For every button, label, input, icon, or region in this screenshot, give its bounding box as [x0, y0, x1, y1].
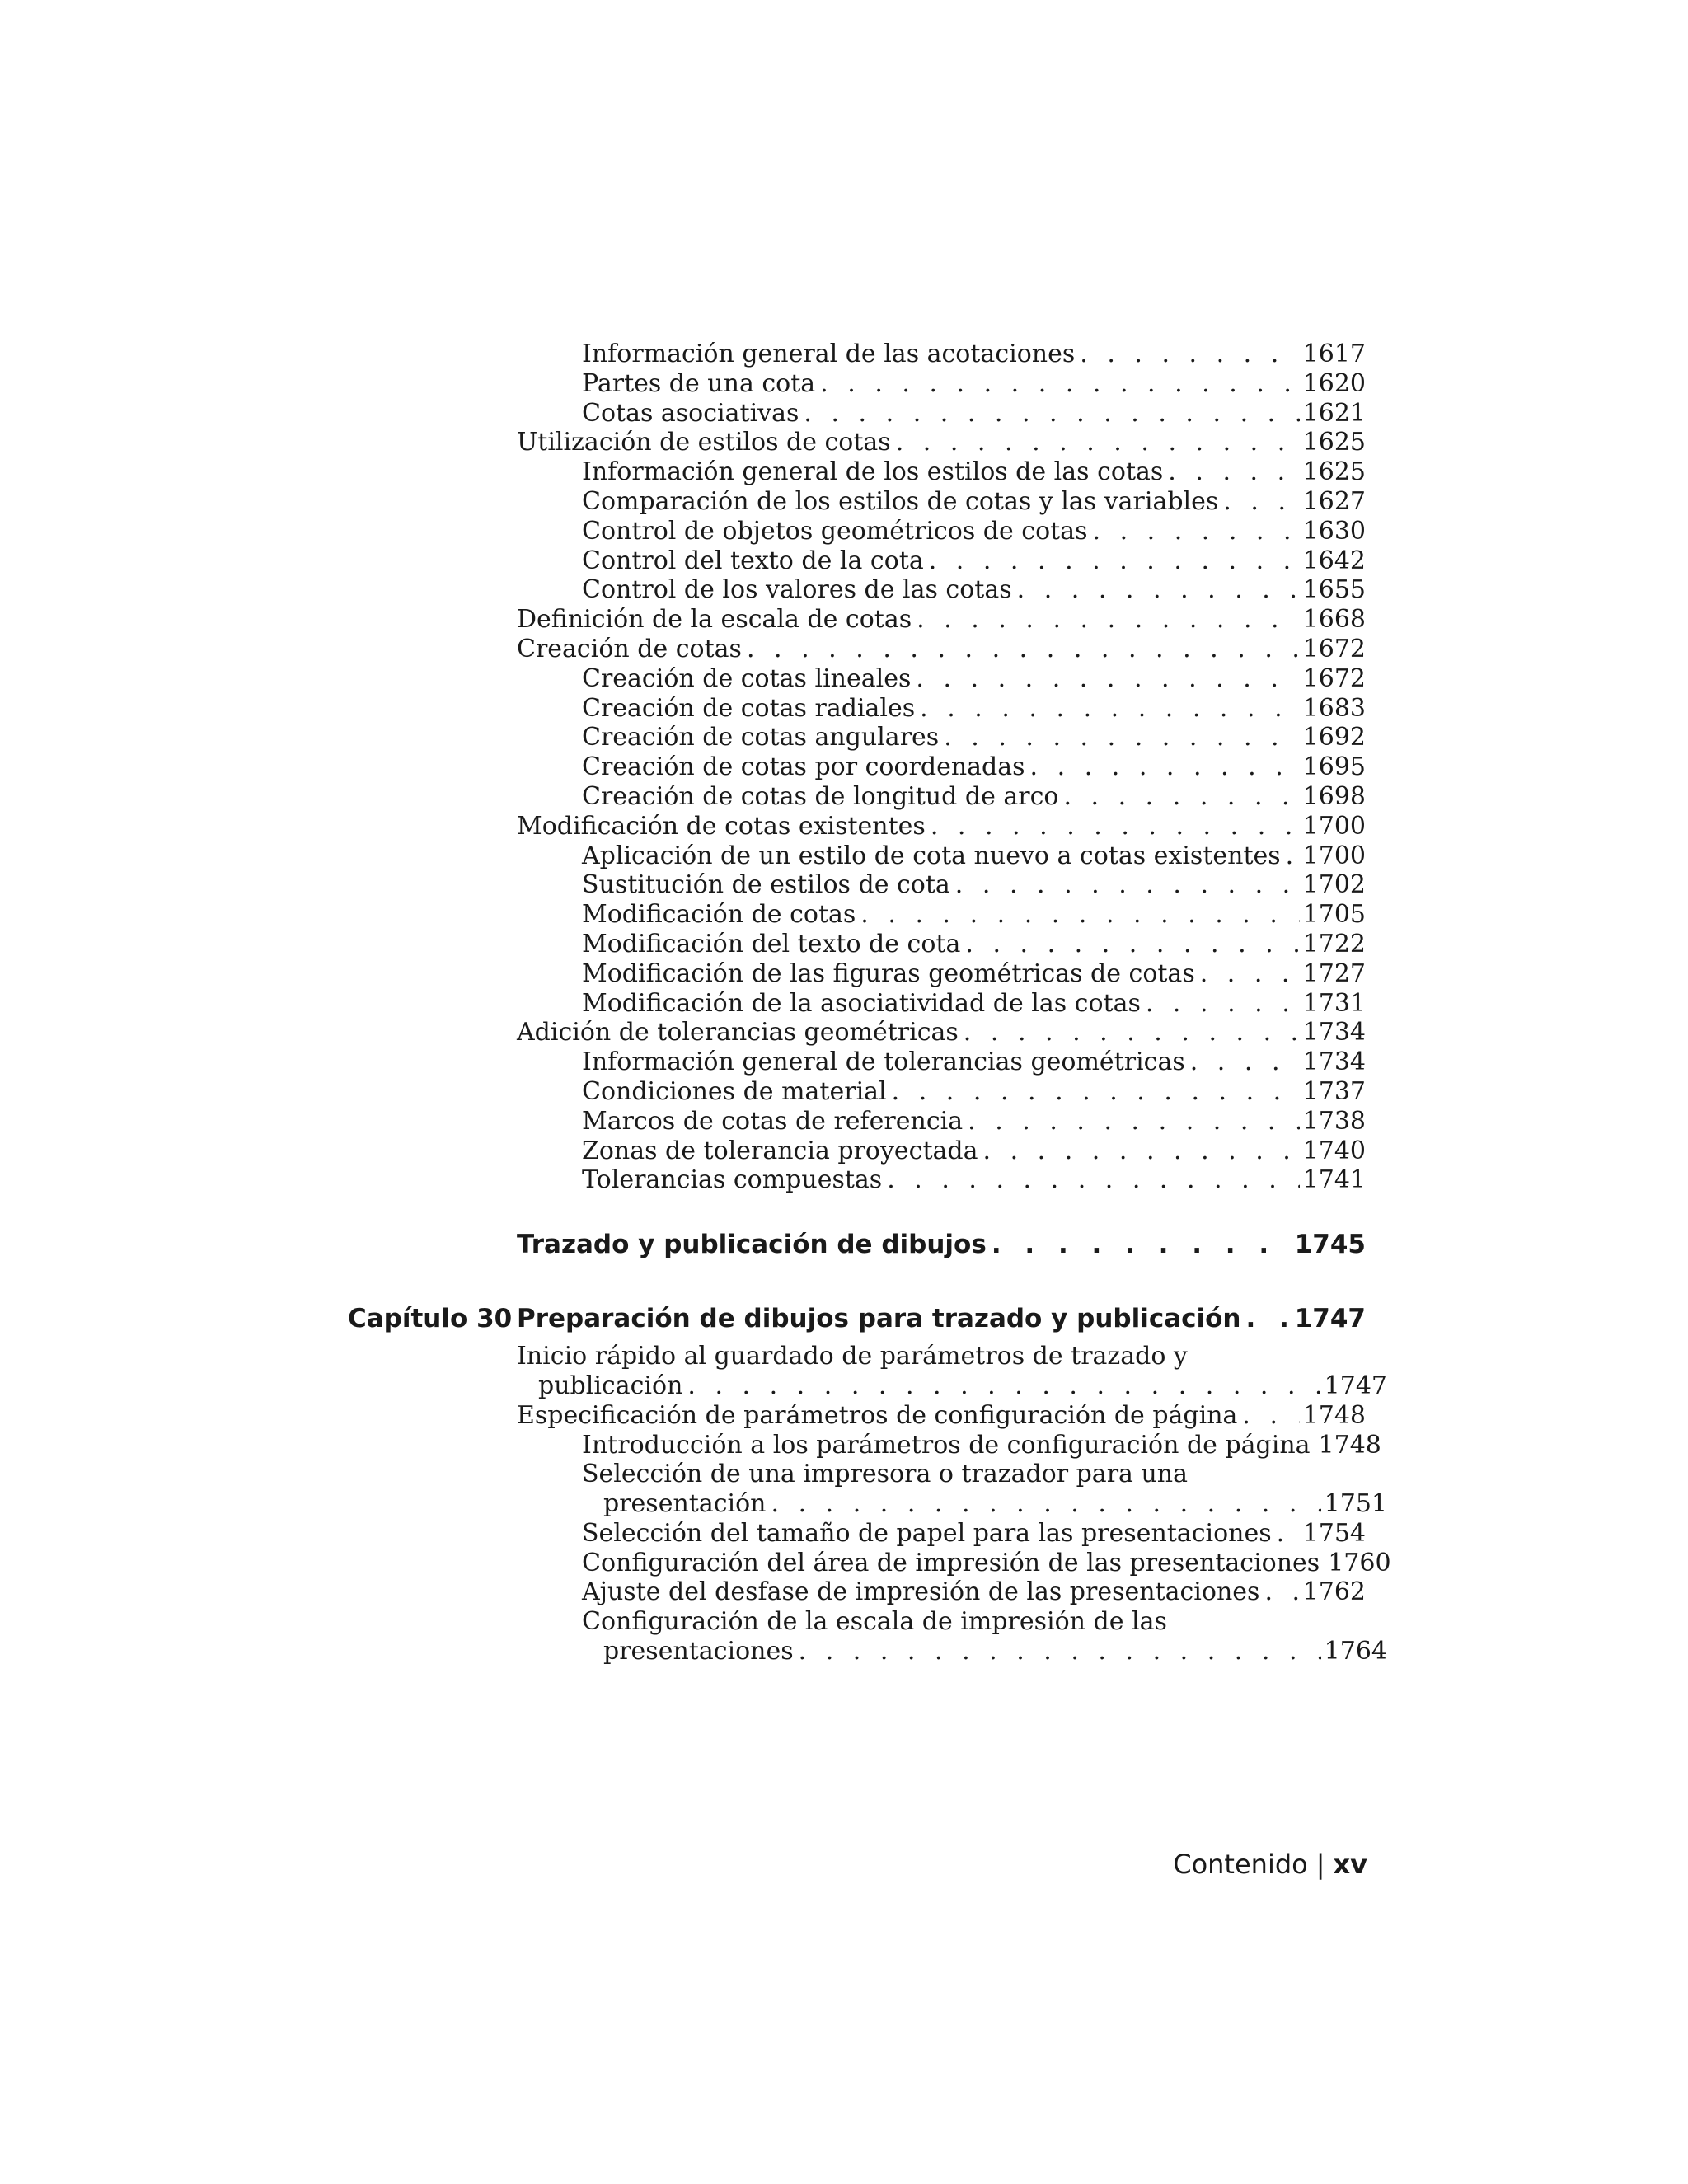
- dot-leader: [939, 723, 1299, 752]
- toc-entry-page-number: 1627: [1302, 486, 1366, 516]
- toc-entry[interactable]: [517, 1077, 1366, 1107]
- toc-entry[interactable]: [517, 812, 1366, 841]
- toc-entry-page-number: 1760: [1328, 1548, 1391, 1577]
- toc-entry-page-number: 1698: [1302, 781, 1366, 811]
- dot-leader: [1195, 959, 1300, 989]
- toc-entry-title: Creación de cotas: [517, 634, 742, 663]
- dot-leader: [767, 1489, 1321, 1519]
- toc-entry[interactable]: [517, 1018, 1366, 1047]
- toc-entry-title: Modificación de las figuras geométricas de cotas: [582, 958, 1195, 988]
- toc-entry-title: Marcos de cotas de referencia: [582, 1106, 964, 1136]
- chapter-title: Preparación de dibujos para trazado y publicación: [517, 1304, 1241, 1334]
- toc-entry-title: Modificación de cotas existentes: [517, 811, 926, 841]
- toc-entry[interactable]: [517, 1607, 1387, 1666]
- toc-entry-page-number: 1672: [1302, 663, 1366, 693]
- toc-entry-title: Información general de tolerancias geométricas: [582, 1047, 1185, 1077]
- toc-entry-page-number: 1741: [1302, 1165, 1366, 1195]
- toc-entry-title: Utilización de estilos de cotas: [517, 428, 891, 457]
- chapter-heading[interactable]: [348, 1302, 1366, 1335]
- toc-entry-page-number: 1695: [1302, 752, 1366, 782]
- toc-entry-page-number: 1621: [1302, 398, 1366, 428]
- toc-entry-page-number: 1705: [1302, 900, 1366, 930]
- toc-entry-title: Inicio rápido al guardado de parámetros de trazado y: [517, 1342, 1188, 1371]
- toc-entry-title: Control de objetos geométricos de cotas: [582, 516, 1088, 546]
- table-of-contents: [348, 340, 1391, 1666]
- toc-entry-page-number: 1764: [1324, 1637, 1387, 1666]
- toc-entry-page-number: 1754: [1302, 1518, 1366, 1548]
- toc-entry-title: Creación de cotas lineales: [582, 663, 912, 693]
- toc-entry[interactable]: [517, 1047, 1366, 1077]
- toc-entry-title: Modificación de cotas: [582, 900, 856, 930]
- toc-entry-page-number: 1731: [1302, 988, 1366, 1018]
- dot-leader: [799, 399, 1299, 429]
- toc-entry-page-number: 1700: [1302, 841, 1366, 870]
- toc-entry[interactable]: [517, 369, 1366, 399]
- toc-entry-title: Modificación del texto de cota: [582, 929, 961, 958]
- toc-entry[interactable]: [517, 723, 1366, 752]
- toc-entry-title-cont: publicación: [538, 1371, 683, 1400]
- dot-leader: [926, 812, 1300, 841]
- toc-entry-title: Introducción a los parámetros de configuración de página: [582, 1430, 1311, 1460]
- dot-leader: [911, 664, 1299, 694]
- toc-entry-title: Adición de tolerancias geométricas: [517, 1018, 959, 1047]
- toc-entry[interactable]: [517, 900, 1366, 930]
- dot-leader: [912, 605, 1300, 635]
- dot-leader: [1320, 1549, 1325, 1578]
- toc-entry-title: Configuración de la escala de impresión de las: [582, 1607, 1167, 1637]
- chapter-label: Capítulo 30: [348, 1304, 513, 1334]
- dot-leader: [856, 900, 1299, 930]
- toc-entry-page-number: 1617: [1302, 340, 1366, 368]
- toc-entry[interactable]: [517, 546, 1366, 576]
- toc-entry-title: Información general de las acotaciones: [582, 340, 1076, 368]
- toc-entry[interactable]: [517, 605, 1366, 635]
- toc-entry-page-number: 1625: [1302, 457, 1366, 487]
- toc-entry[interactable]: [517, 959, 1366, 989]
- toc-entry-page-number: 1734: [1302, 1018, 1366, 1047]
- toc-entry-title: Aplicación de un estilo de cota nuevo a cotas existentes: [582, 841, 1281, 870]
- toc-entry-title: Ajuste del desfase de impresión de las presentaciones: [582, 1577, 1260, 1607]
- toc-entry[interactable]: [517, 782, 1366, 812]
- dot-leader: [987, 1228, 1292, 1261]
- toc-entry-title: Selección del tamaño de papel para las presentaciones: [582, 1518, 1272, 1548]
- dot-leader: [1075, 340, 1299, 369]
- toc-entry-page-number: 1683: [1302, 693, 1366, 723]
- toc-entry[interactable]: [517, 1519, 1366, 1549]
- part-heading[interactable]: [517, 1228, 1366, 1261]
- toc-entry-title: Creación de cotas radiales: [582, 693, 916, 723]
- toc-entry-page-number: 1747: [1324, 1371, 1387, 1400]
- dot-leader: [794, 1637, 1321, 1666]
- dot-leader: [1259, 1577, 1299, 1607]
- toc-list-dimensions: [517, 340, 1366, 1195]
- toc-entry[interactable]: [517, 457, 1366, 487]
- dot-leader: [960, 930, 1299, 959]
- dot-leader: [1237, 1401, 1299, 1431]
- toc-entry-page-number: 1748: [1318, 1430, 1381, 1460]
- toc-entry[interactable]: [517, 694, 1366, 724]
- toc-entry-title: Creación de cotas por coordenadas: [582, 752, 1025, 782]
- toc-entry-title: Zonas de tolerancia proyectada: [582, 1136, 978, 1165]
- toc-entry[interactable]: [517, 1460, 1387, 1519]
- toc-entry[interactable]: [517, 1342, 1387, 1401]
- toc-entry-title: Tolerancias compuestas: [582, 1165, 883, 1195]
- toc-entry-page-number: 1734: [1302, 1047, 1366, 1077]
- toc-entry-title: Definición de la escala de cotas: [517, 605, 912, 635]
- toc-entry-page-number: 1722: [1302, 929, 1366, 958]
- toc-entry-page-number: 1748: [1302, 1400, 1366, 1430]
- toc-list-plotting: [517, 1342, 1391, 1666]
- toc-entry-page-number: 1702: [1302, 870, 1366, 900]
- toc-entry-title: Sustitución de estilos de cota: [582, 870, 950, 900]
- toc-entry-title: Selección de una impresora o trazador para una: [582, 1460, 1188, 1489]
- toc-entry[interactable]: [517, 487, 1366, 517]
- toc-entry-title: Modificación de la asociatividad de las cotas: [582, 988, 1141, 1018]
- dot-leader: [915, 694, 1300, 724]
- toc-entry-page-number: 1727: [1302, 958, 1366, 988]
- part-title: Trazado y publicación de dibujos: [517, 1230, 987, 1260]
- dot-leader: [1185, 1047, 1300, 1077]
- toc-entry-title-cont: presentaciones: [603, 1637, 794, 1666]
- dot-leader: [1088, 517, 1300, 546]
- dot-leader: [1272, 1519, 1300, 1549]
- toc-entry-page-number: 1620: [1302, 368, 1366, 398]
- dot-leader: [1218, 487, 1299, 517]
- dot-leader: [924, 546, 1300, 576]
- dot-leader: [891, 428, 1300, 457]
- toc-entry[interactable]: [517, 1577, 1366, 1607]
- toc-entry[interactable]: [517, 989, 1366, 1019]
- toc-entry-title-cont: presentación: [603, 1489, 767, 1519]
- chapter-page-number: 1747: [1294, 1304, 1366, 1334]
- toc-entry-page-number: 1740: [1302, 1136, 1366, 1165]
- dot-leader: [882, 1165, 1299, 1195]
- dot-leader: [815, 369, 1299, 399]
- toc-entry[interactable]: [517, 1430, 1381, 1460]
- toc-entry-page-number: 1762: [1302, 1577, 1366, 1607]
- toc-entry-title: Comparación de los estilos de cotas y las variables: [582, 486, 1219, 516]
- toc-entry[interactable]: [517, 664, 1366, 694]
- dot-leader: [950, 870, 1300, 900]
- dot-leader: [959, 1018, 1300, 1047]
- toc-entry-title: Información general de los estilos de las cotas: [582, 457, 1164, 487]
- toc-entry-title: Configuración del área de impresión de las presentaciones: [582, 1548, 1320, 1577]
- toc-entry-page-number: 1738: [1302, 1106, 1366, 1136]
- toc-entry[interactable]: [517, 1548, 1391, 1578]
- dot-leader: [978, 1137, 1300, 1166]
- toc-entry-page-number: 1642: [1302, 546, 1366, 575]
- toc-entry-page-number: 1751: [1324, 1489, 1387, 1519]
- toc-entry-page-number: 1700: [1302, 811, 1366, 841]
- dot-leader: [1281, 841, 1300, 871]
- toc-entry-title: Condiciones de material: [582, 1076, 887, 1106]
- toc-entry[interactable]: [517, 1165, 1366, 1195]
- toc-entry[interactable]: [517, 841, 1366, 871]
- toc-entry-page-number: 1668: [1302, 605, 1366, 635]
- toc-entry[interactable]: [517, 1107, 1366, 1137]
- toc-entry-page-number: 1672: [1302, 634, 1366, 663]
- footer-section-name: Contenido: [1173, 1849, 1308, 1880]
- footer-page-number: xv: [1333, 1849, 1367, 1880]
- footer-separator: |: [1315, 1849, 1325, 1880]
- toc-entry[interactable]: [517, 752, 1366, 782]
- part-page-number: 1745: [1294, 1230, 1366, 1260]
- toc-entry-title: Partes de una cota: [582, 368, 816, 398]
- dot-leader: [1311, 1431, 1315, 1460]
- toc-entry-title: Cotas asociativas: [582, 398, 799, 428]
- dot-leader: [1012, 575, 1300, 605]
- dot-leader: [1141, 989, 1300, 1019]
- toc-entry-title: Control de los valores de las cotas: [582, 575, 1012, 605]
- toc-entry[interactable]: [517, 575, 1366, 605]
- toc-entry[interactable]: [517, 340, 1366, 369]
- toc-entry[interactable]: [517, 399, 1366, 429]
- toc-entry[interactable]: [517, 517, 1366, 546]
- toc-entry-title: Control del texto de la cota: [582, 546, 924, 575]
- toc-entry-page-number: 1625: [1302, 428, 1366, 457]
- toc-entry[interactable]: [517, 930, 1366, 959]
- toc-entry-page-number: 1692: [1302, 723, 1366, 752]
- toc-entry-title: Especificación de parámetros de configuración de página: [517, 1400, 1238, 1430]
- dot-leader: [1241, 1302, 1292, 1335]
- dot-leader: [1025, 752, 1300, 782]
- toc-entry[interactable]: [517, 1401, 1366, 1431]
- dot-leader: [1058, 782, 1299, 812]
- toc-entry-page-number: 1737: [1302, 1076, 1366, 1106]
- dot-leader: [887, 1077, 1300, 1107]
- toc-entry[interactable]: [517, 635, 1366, 664]
- toc-entry[interactable]: [517, 428, 1366, 457]
- page-footer: [1173, 1849, 1367, 1880]
- toc-entry[interactable]: [517, 870, 1366, 900]
- toc-entry[interactable]: [517, 1137, 1366, 1166]
- dot-leader: [682, 1371, 1320, 1401]
- toc-entry-title: Creación de cotas angulares: [582, 723, 940, 752]
- dot-leader: [742, 635, 1300, 664]
- toc-entry-page-number: 1655: [1302, 575, 1366, 605]
- toc-entry-title: Creación de cotas de longitud de arco: [582, 781, 1059, 811]
- toc-entry-page-number: 1630: [1302, 516, 1366, 546]
- dot-leader: [1163, 457, 1299, 487]
- dot-leader: [963, 1107, 1300, 1137]
